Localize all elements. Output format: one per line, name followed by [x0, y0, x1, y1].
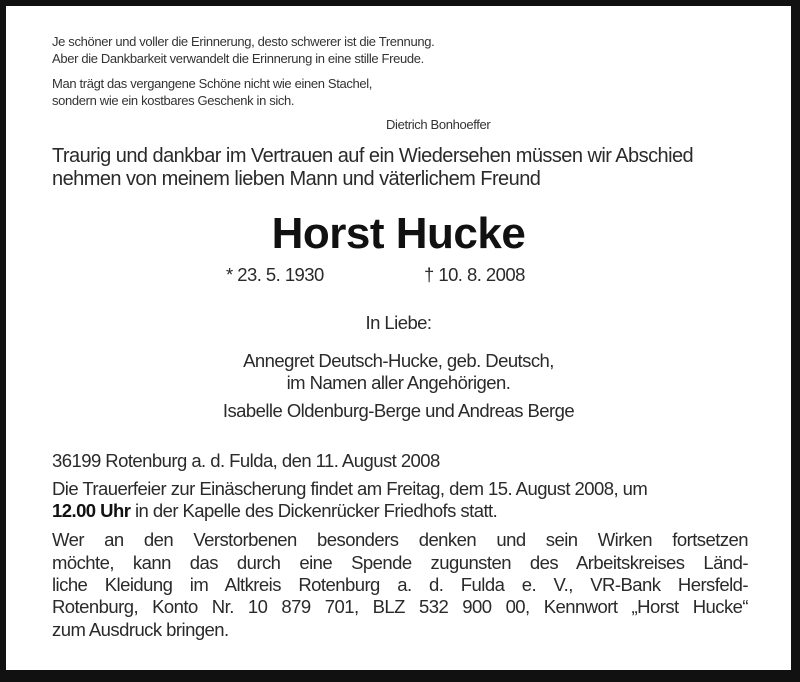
deceased-name: Horst Hucke: [271, 209, 526, 258]
donation-line: möchte, kann das durch eine Spende zugunsten des Arbeitskreises Länd-: [52, 552, 748, 573]
ceremony-time: 12.00 Uhr: [52, 500, 131, 521]
mourner-line: Annegret Deutsch-Hucke, geb. Deutsch,: [243, 350, 554, 371]
death-date: † 10. 8. 2008: [424, 264, 525, 285]
quote-line: sondern wie ein kostbares Geschenk in sich.: [52, 93, 295, 108]
place-date: 36199 Rotenburg a. d. Fulda, den 11. August 2008: [52, 450, 440, 471]
obituary-notice: [6, 6, 791, 670]
mourner-line: Isabelle Oldenburg-Berge und Andreas Berge: [222, 400, 575, 421]
donation-line: zum Ausdruck bringen.: [52, 619, 229, 640]
intro-line: nehmen von meinem lieben Mann und väterlichem Freund: [52, 168, 541, 190]
quote-line: Je schöner und voller die Erinnerung, desto schwerer ist die Trennung.: [52, 34, 435, 49]
ceremony-location: in der Kapelle des Dickenrücker Friedhofs statt.: [134, 500, 498, 521]
donation-line: Rotenburg, Konto Nr. 10 879 701, BLZ 532 900 00, Kennwort „Horst Hucke“: [52, 596, 748, 617]
ceremony-line: [52, 500, 497, 522]
mourner-line: im Namen aller Angehörigen.: [286, 372, 511, 393]
donation-line: Wer an den Verstorbenen besonders denken und sein Wirken fortsetzen: [52, 529, 748, 550]
ceremony-line: Die Trauerfeier zur Einäscherung findet am Freitag, dem 15. August 2008, um: [52, 478, 648, 499]
birth-date: * 23. 5. 1930: [226, 264, 324, 285]
quote-line: Man trägt das vergangene Schöne nicht wie einen Stachel,: [52, 76, 373, 91]
quote-line: Aber die Dankbarkeit verwandelt die Erinnerung in eine stille Freude.: [52, 51, 424, 66]
mourners-heading: In Liebe:: [365, 312, 432, 333]
donation-line: liche Kleidung im Altkreis Rotenburg a. d. Fulda e. V., VR-Bank Hersfeld-: [52, 574, 748, 595]
intro-line: Traurig und dankbar im Vertrauen auf ein Wiedersehen müssen wir Abschied: [52, 145, 694, 167]
quote-author: Dietrich Bonhoeffer: [386, 117, 491, 132]
